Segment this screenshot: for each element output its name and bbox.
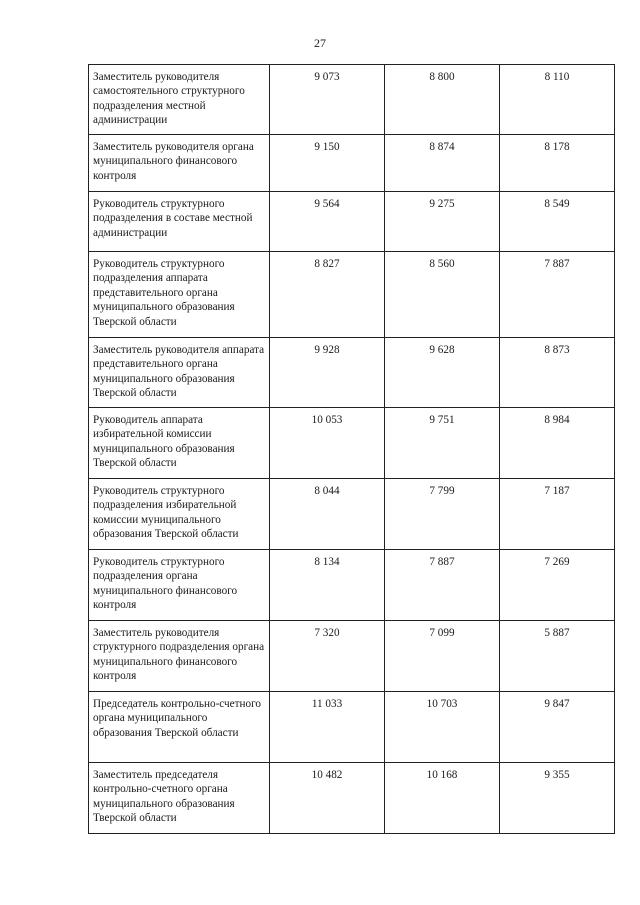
value-cell-2: 7 799 xyxy=(385,479,500,550)
value-cell-3: 8 984 xyxy=(500,408,615,479)
table-row xyxy=(89,763,615,834)
value-cell-3: 8 549 xyxy=(500,192,615,252)
value-cell-1: 8 134 xyxy=(270,550,385,621)
position-cell: Заместитель руководителя аппарата представительного органа муниципального образования Тверской области xyxy=(89,338,270,408)
table-row xyxy=(89,192,615,252)
position-cell: Заместитель председателя контрольно-счетного органа муниципального образования Тверской области xyxy=(89,763,270,834)
value-cell-1: 11 033 xyxy=(270,692,385,763)
value-cell-1: 10 053 xyxy=(270,408,385,479)
table-row xyxy=(89,135,615,192)
value-cell-2: 7 887 xyxy=(385,550,500,621)
value-cell-2: 10 168 xyxy=(385,763,500,834)
value-cell-1: 9 928 xyxy=(270,338,385,408)
value-cell-2: 7 099 xyxy=(385,621,500,692)
table-row xyxy=(89,550,615,621)
value-cell-3: 5 887 xyxy=(500,621,615,692)
position-cell: Руководитель структурного подразделения в составе местной администрации xyxy=(89,192,270,252)
table-row xyxy=(89,479,615,550)
position-cell: Руководитель аппарата избирательной комиссии муниципального образования Тверской области xyxy=(89,408,270,479)
position-cell: Заместитель руководителя органа муниципального финансового контроля xyxy=(89,135,270,192)
value-cell-1: 9 073 xyxy=(270,65,385,135)
value-cell-3: 8 178 xyxy=(500,135,615,192)
value-cell-3: 9 355 xyxy=(500,763,615,834)
value-cell-1: 9 564 xyxy=(270,192,385,252)
table-row xyxy=(89,408,615,479)
value-cell-2: 9 275 xyxy=(385,192,500,252)
value-cell-2: 8 800 xyxy=(385,65,500,135)
position-cell: Руководитель структурного подразделения избирательной комиссии муниципального образования Тверской области xyxy=(89,479,270,550)
value-cell-1: 9 150 xyxy=(270,135,385,192)
position-cell: Заместитель руководителя самостоятельного структурного подразделения местной администрации xyxy=(89,65,270,135)
position-cell: Председатель контрольно-счетного органа муниципального образования Тверской области xyxy=(89,692,270,763)
table-row xyxy=(89,252,615,338)
value-cell-2: 9 628 xyxy=(385,338,500,408)
value-cell-3: 8 873 xyxy=(500,338,615,408)
value-cell-2: 10 703 xyxy=(385,692,500,763)
value-cell-1: 10 482 xyxy=(270,763,385,834)
table-row xyxy=(89,65,615,135)
value-cell-3: 9 847 xyxy=(500,692,615,763)
value-cell-2: 8 560 xyxy=(385,252,500,338)
value-cell-2: 9 751 xyxy=(385,408,500,479)
table-row xyxy=(89,692,615,763)
page-number: 27 xyxy=(314,36,326,50)
position-cell: Руководитель структурного подразделения аппарата представительного органа муниципального образования Тверской области xyxy=(89,252,270,338)
table-row xyxy=(89,338,615,408)
value-cell-1: 8 044 xyxy=(270,479,385,550)
value-cell-1: 7 320 xyxy=(270,621,385,692)
value-cell-2: 8 874 xyxy=(385,135,500,192)
value-cell-3: 7 269 xyxy=(500,550,615,621)
value-cell-1: 8 827 xyxy=(270,252,385,338)
value-cell-3: 7 887 xyxy=(500,252,615,338)
position-cell: Заместитель руководителя структурного подразделения органа муниципального финансового контроля xyxy=(89,621,270,692)
value-cell-3: 8 110 xyxy=(500,65,615,135)
salary-table xyxy=(88,64,615,834)
value-cell-3: 7 187 xyxy=(500,479,615,550)
position-cell: Руководитель структурного подразделения органа муниципального финансового контроля xyxy=(89,550,270,621)
table-row xyxy=(89,621,615,692)
